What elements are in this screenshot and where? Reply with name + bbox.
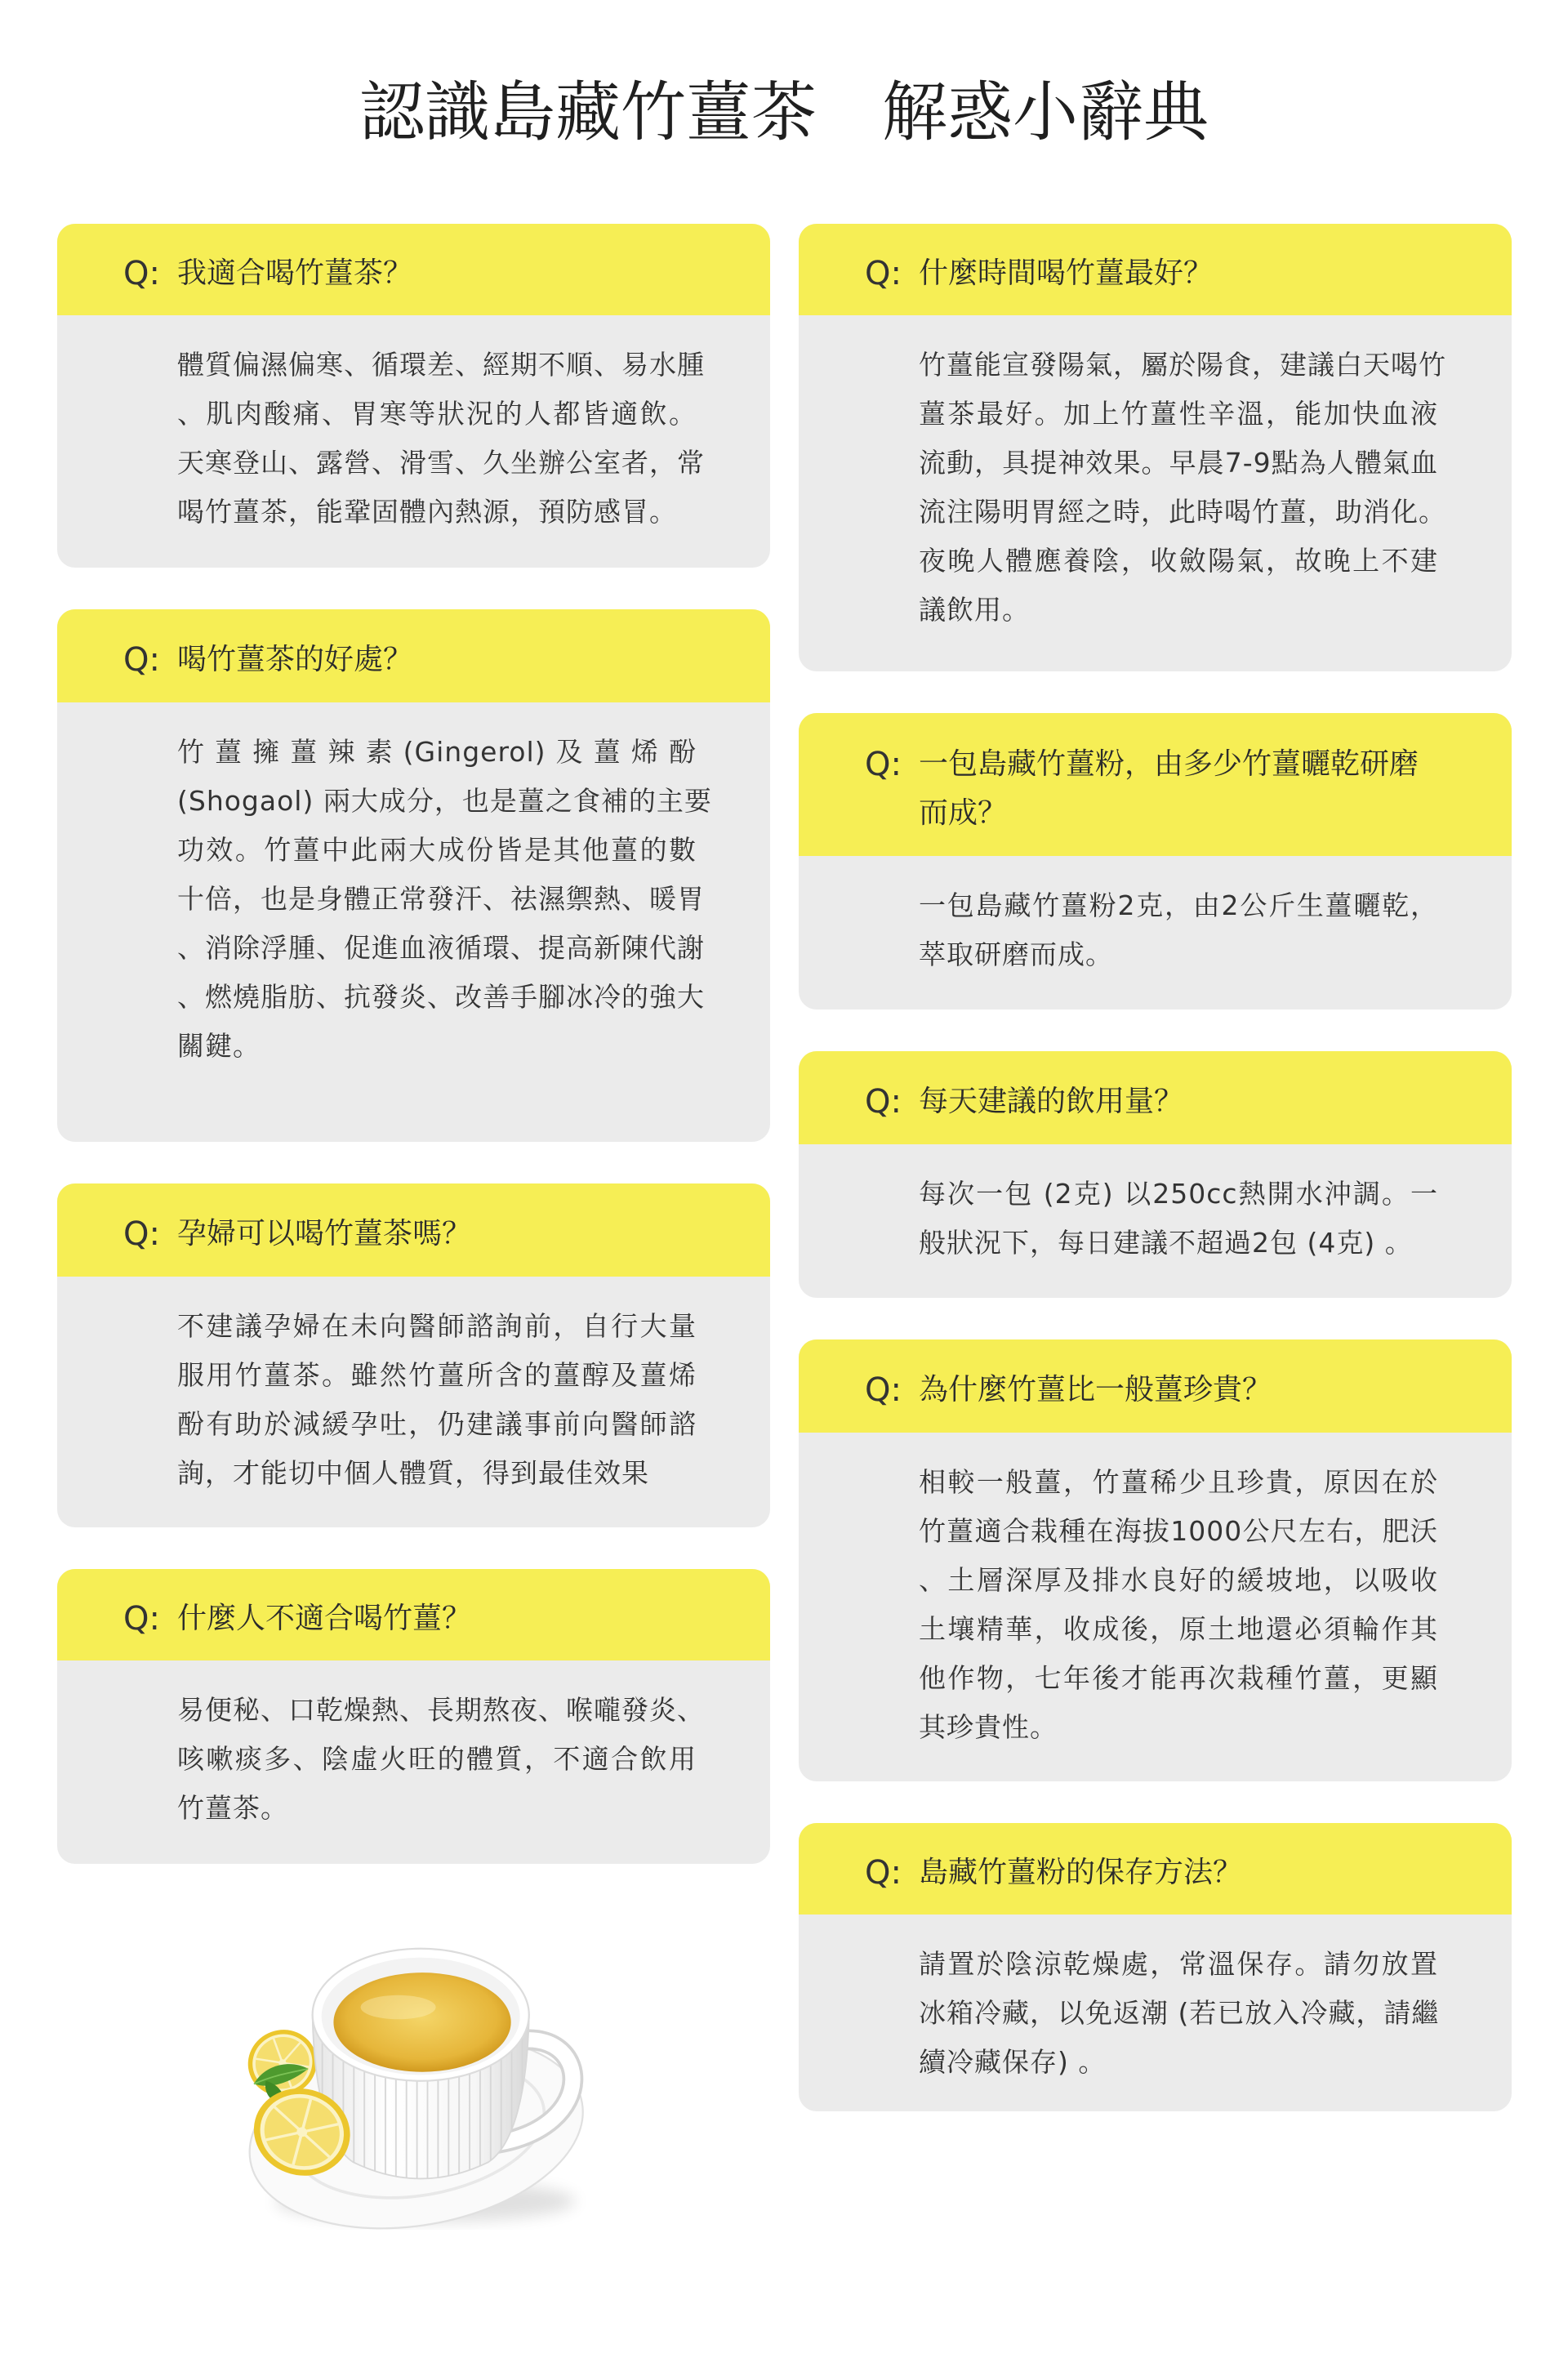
question-row <box>57 1594 471 1643</box>
answer-line: 詢，才能切中個人體質，得到最佳效果 <box>177 1457 649 1489</box>
question-text <box>177 249 412 298</box>
question-row <box>799 1366 1272 1415</box>
question-row <box>799 740 1419 838</box>
faq-question-header <box>799 1051 1512 1144</box>
q-label: Q: <box>865 1371 902 1409</box>
faq-card <box>799 224 1512 671</box>
question-line: 喝竹薑茶的好處？ <box>177 643 413 676</box>
q-label: Q: <box>123 255 160 292</box>
faq-column-left <box>57 224 770 1864</box>
answer-body <box>799 1144 1512 1298</box>
faq-question-header <box>57 609 770 702</box>
answer-line: 流動，具提神效果。早晨7-9點為人體氣血 <box>919 447 1438 479</box>
answer-line: 其珍貴性。 <box>919 1711 1058 1743</box>
answer-line: 喝竹薑茶，能鞏固體內熱源，預防感冒。 <box>177 496 677 528</box>
question-line: 我適合喝竹薑茶？ <box>177 256 413 290</box>
answer-line: 易便秘、口乾燥熱、長期熬夜、喉嚨發炎、 <box>177 1694 705 1726</box>
question-line: 孕婦可以喝竹薑茶嗎？ <box>177 1217 472 1250</box>
answer-line: 一包島藏竹薑粉2克，由2公斤生薑曬乾， <box>919 889 1438 921</box>
answer-line: 夜晚人體應養陰，收斂陽氣，故晚上不建 <box>919 545 1438 577</box>
q-label: Q: <box>865 1083 902 1121</box>
question-text <box>177 635 412 684</box>
question-line: 一包島藏竹薑粉，由多少竹薑曬乾研磨 <box>919 747 1419 781</box>
answer-body <box>57 1277 770 1527</box>
answer-line: 、肌肉酸痛、胃寒等狀況的人都皆適飲。 <box>177 398 697 430</box>
question-text <box>919 740 1419 838</box>
tea-surface <box>333 1972 510 2072</box>
answer-line: 般狀況下，每日建議不超過2包 (4克) 。 <box>919 1227 1413 1259</box>
faq-question-header <box>799 713 1512 856</box>
q-label: Q: <box>123 1600 160 1638</box>
faq-card <box>799 1823 1512 2111</box>
question-row <box>57 249 412 298</box>
faq-question-header <box>57 1569 770 1660</box>
answer-line: 每次一包 (2克) 以250cc熱開水沖調。一 <box>919 1178 1438 1210</box>
answer-line: 流注陽明胃經之時，此時喝竹薑，助消化。 <box>919 496 1446 528</box>
faq-card <box>57 609 770 1142</box>
answer-line: 續冷藏保存) 。 <box>919 2046 1107 2078</box>
faq-card <box>57 1183 770 1527</box>
question-row <box>57 1210 471 1259</box>
answer-line: 、土層深厚及排水良好的緩坡地，以吸收 <box>919 1564 1438 1596</box>
answer-line: 不建議孕婦在未向醫師諮詢前，自行大量 <box>177 1310 697 1342</box>
answer-line: 天寒登山、露營、滑雪、久坐辦公室者，常 <box>177 447 705 479</box>
question-line: 什麼人不適合喝竹薑？ <box>177 1602 472 1635</box>
answer-body <box>57 1660 770 1864</box>
answer-line: 他作物，七年後才能再次栽種竹薑，更顯 <box>919 1662 1438 1694</box>
answer-line: 竹薑擁薑辣素(Gingerol)及薑烯酚 <box>177 736 697 768</box>
answer-line: 服用竹薑茶。雖然竹薑所含的薑醇及薑烯 <box>177 1359 697 1391</box>
faq-question-header <box>799 224 1512 315</box>
question-row <box>799 249 1213 298</box>
answer-line: 咳嗽痰多、陰虛火旺的體質，不適合飲用 <box>177 1743 697 1775</box>
answer-line: 冰箱冷藏，以免返潮 (若已放入冷藏，請繼 <box>919 1997 1440 2029</box>
question-row <box>57 635 412 684</box>
question-row <box>799 1077 1183 1126</box>
faq-question-header <box>799 1823 1512 1914</box>
faq-question-header <box>57 1183 770 1277</box>
answer-line: 薑茶最好。加上竹薑性辛溫，能加快血液 <box>919 398 1438 430</box>
question-text <box>177 1594 471 1643</box>
q-label: Q: <box>865 1854 902 1892</box>
answer-line: 竹薑能宣發陽氣，屬於陽食，建議白天喝竹 <box>919 349 1446 381</box>
q-label: Q: <box>123 641 160 679</box>
answer-body <box>799 1433 1512 1781</box>
faq-card <box>799 713 1512 1010</box>
answer-line: 議飲用。 <box>919 594 1030 626</box>
page-title: 認識島藏竹薑茶 解惑小辭典 <box>359 74 1209 150</box>
faq-question-header <box>799 1339 1512 1433</box>
question-line: 而成？ <box>919 796 1008 830</box>
answer-line: 竹薑適合栽種在海拔1000公尺左右，肥沃 <box>919 1515 1438 1547</box>
faq-question-header <box>57 224 770 315</box>
question-row <box>799 1848 1242 1897</box>
question-line: 為什麼竹薑比一般薑珍貴？ <box>919 1373 1272 1406</box>
question-line: 每天建議的飲用量？ <box>919 1085 1184 1118</box>
answer-body <box>57 702 770 1142</box>
question-text <box>919 1848 1242 1897</box>
answer-body <box>799 856 1512 1010</box>
answer-line: 土壤精華，收成後，原土地還必須輪作其 <box>919 1613 1438 1645</box>
answer-body <box>799 1914 1512 2111</box>
tea-cup-illustration <box>233 1937 594 2230</box>
answer-line: 相較一般薑，竹薑稀少且珍貴，原因在於 <box>919 1466 1438 1498</box>
answer-line: 萃取研磨而成。 <box>919 938 1113 970</box>
answer-line: 、消除浮腫、促進血液循環、提高新陳代謝 <box>177 932 705 964</box>
q-label: Q: <box>123 1215 160 1253</box>
q-label: Q: <box>865 255 902 292</box>
faq-card <box>799 1339 1512 1781</box>
faq-column-right <box>799 224 1512 2111</box>
question-line: 島藏竹薑粉的保存方法？ <box>919 1856 1243 1889</box>
question-line: 什麼時間喝竹薑最好？ <box>919 256 1214 290</box>
answer-line: (Shogaol) 兩大成分，也是薑之食補的主要 <box>177 785 712 817</box>
q-label: Q: <box>865 745 902 783</box>
answer-line: 請置於陰涼乾燥處，常溫保存。請勿放置 <box>919 1948 1438 1980</box>
answer-line: 體質偏濕偏寒、循環差、經期不順、易水腫 <box>177 349 705 381</box>
answer-line: 十倍，也是身體正常發汗、祛濕禦熱、暖胃 <box>177 883 705 915</box>
answer-line: 竹薑茶。 <box>177 1792 288 1824</box>
answer-line: 功效。竹薑中此兩大成份皆是其他薑的數 <box>177 834 697 866</box>
answer-line: 、燃燒脂肪、抗發炎、改善手腳冰冷的強大 <box>177 981 705 1013</box>
answer-line: 關鍵。 <box>177 1030 261 1062</box>
faq-card <box>799 1051 1512 1298</box>
answer-body <box>799 315 1512 671</box>
answer-body <box>57 315 770 568</box>
answer-line: 酚有助於減緩孕吐，仍建議事前向醫師諮 <box>177 1408 697 1440</box>
question-text <box>919 1077 1183 1126</box>
faq-card <box>57 1569 770 1864</box>
question-text <box>177 1210 471 1259</box>
faq-card <box>57 224 770 568</box>
question-text <box>919 249 1213 298</box>
question-text <box>919 1366 1272 1415</box>
